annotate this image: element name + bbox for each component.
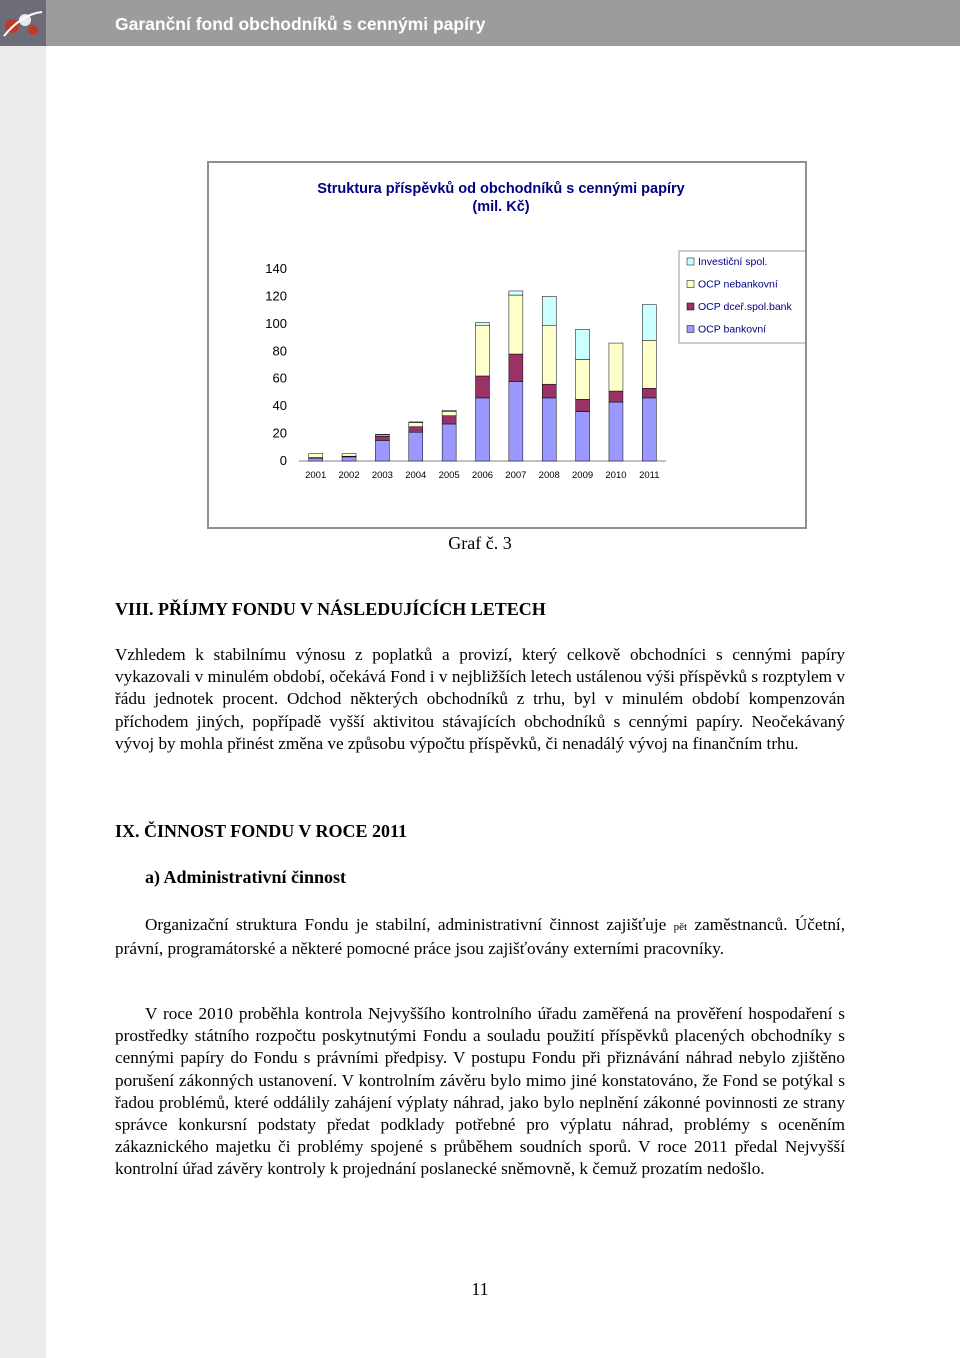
bar-segment <box>576 412 590 461</box>
chart-caption: Graf č. 3 <box>448 533 512 553</box>
bar-segment <box>509 354 523 381</box>
chart-title-line1: Struktura příspěvků od obchodníků s cennými papíry <box>317 181 685 197</box>
bar-segment <box>476 398 490 461</box>
legend-swatch <box>687 281 694 288</box>
x-tick-label: 2010 <box>605 470 627 481</box>
section9-paragraph1 <box>115 914 845 960</box>
legend-label: OCP nebankovní <box>698 278 778 291</box>
bar-segment <box>609 343 623 391</box>
bar-segment <box>509 381 523 461</box>
bar-segment <box>542 296 556 325</box>
bar-segment <box>476 376 490 398</box>
fund-logo-icon <box>0 0 46 46</box>
bar-segment <box>642 340 656 388</box>
section9-paragraph2: V roce 2010 proběhla kontrola Nejvyššího kontrolního úřadu zaměřená na prověření hospodaření s prostředky státního rozpočtu poskytnutými Fondu a souladu použití příspěvků placených obchodníky s cennými papíry do Fondu s právními předpisy. V postupu Fondu při přiznávání náhrad nebylo zjištěno porušení zákonných ustanovení. V kontrolním závěru bylo mimo jiné konstatováno, že Fond se potýkal s řadou problémů, které oddálily zahájení výplaty náhrad, jako bylo neplnění zákonné povinnosti ze strany správce konkursní podstaty předat podklady potřebné pro výplatu náhrad, problémy s oceněním zákaznického majetku či problémy spojené s průběhem soudních sporů. V roce 2011 předal Nejvyšší kontrolní úřad závěry kontroly k projednání poslanecké sněmovně, k čemuž prozatím nedošlo. <box>115 1004 845 1179</box>
legend-label: OCP dceř.spol.bank <box>698 301 792 313</box>
legend-label: Investiční spol. <box>698 256 768 268</box>
x-tick-label: 2011 <box>639 470 660 481</box>
bar-segment <box>375 440 389 461</box>
bar-segment <box>442 416 456 424</box>
bar-segment <box>576 399 590 411</box>
bar-segment <box>576 329 590 359</box>
y-tick-label: 40 <box>272 398 287 414</box>
para1-text-a: Organizační struktura Fondu je stabilní, administrativní činnost zajišťuje <box>145 915 674 934</box>
x-tick-label: 2002 <box>338 470 360 481</box>
x-tick-label: 2001 <box>305 470 327 481</box>
chart-title-line2: (mil. Kč) <box>472 199 530 215</box>
x-tick-label: 2009 <box>572 470 594 481</box>
y-tick-label: 0 <box>279 453 287 468</box>
x-tick-label: 2008 <box>538 470 560 481</box>
bar-segment <box>342 457 356 461</box>
x-tick-label: 2004 <box>405 470 427 481</box>
legend-swatch <box>687 326 694 333</box>
page-header <box>0 0 960 46</box>
header-title: Garanční fond obchodníků s cennými papíry <box>115 14 486 34</box>
y-tick-label: 140 <box>265 261 287 276</box>
legend-swatch <box>687 258 694 265</box>
bar-segment <box>309 453 323 457</box>
bar-segment <box>409 432 423 461</box>
x-tick-label: 2003 <box>371 470 393 481</box>
bar-segment <box>542 325 556 384</box>
bar-segment <box>409 427 423 432</box>
para1-small-word: pět <box>673 921 688 933</box>
bar-segment <box>342 453 356 456</box>
y-tick-label: 120 <box>265 288 287 304</box>
bar-segment <box>476 322 490 325</box>
bar-segment <box>409 423 423 427</box>
section8-paragraph: Vzhledem k stabilnímu výnosu z poplatků a provizí, který celkově obchodníci s cennými papíry vykazovali v minulém období, očekává Fond i v nejbližších letech ustálenou výši příspěvků s rozptylem v řádu jednotek procent. Odchod některých obchodníků z trhu, byl v minulém období kompenzován příchodem jiných, popřípadě vyšší aktivitou stávajících obchodníků s cennými papíry. Neočekávaný vývoj by mohla přinést změna ve způsobu výpočtu příspěvků, či nenadálý vývoj na finančním trhu. <box>115 645 845 753</box>
y-tick-label: 60 <box>272 370 287 386</box>
bar-segment <box>442 412 456 416</box>
bar-segment <box>442 424 456 461</box>
page-number: 11 <box>471 1279 489 1299</box>
section9-subheading: a) Administrativní činnost <box>145 867 347 887</box>
bar-segment <box>642 398 656 461</box>
legend-swatch <box>687 303 694 310</box>
bar-segment <box>442 410 456 411</box>
bar-segment <box>542 384 556 398</box>
bar-segment <box>509 291 523 295</box>
bar-segment <box>375 434 389 435</box>
bar-segment <box>542 398 556 461</box>
y-tick-label: 80 <box>272 343 287 359</box>
bar-segment <box>642 305 656 341</box>
x-tick-label: 2006 <box>471 470 494 481</box>
y-tick-label: 20 <box>272 425 287 441</box>
bar-segment <box>476 325 490 376</box>
bar-segment <box>642 388 656 398</box>
bar-segment <box>576 360 590 400</box>
y-tick-label: 100 <box>265 315 287 331</box>
chart-svg <box>209 163 805 527</box>
left-margin-strip <box>0 46 46 1358</box>
bar-segment <box>509 295 523 354</box>
x-tick-label: 2007 <box>505 470 527 481</box>
bar-segment <box>375 436 389 440</box>
legend-label: OCP bankovní <box>698 323 767 336</box>
x-tick-label: 2005 <box>438 470 460 481</box>
section9-heading: IX. ČINNOST FONDU V ROCE 2011 <box>115 821 408 841</box>
para1-text-b: zaměstnanců. Účetní, právní, programátorské a některé pomocné práce jsou zajišťovány externími pracovníky. <box>115 915 845 959</box>
bar-segment <box>609 402 623 461</box>
bar-segment <box>309 458 323 461</box>
section8-heading: VIII. PŘÍJMY FONDU V NÁSLEDUJÍCÍCH LETECH <box>115 599 546 619</box>
bar-segment <box>609 391 623 402</box>
bar-segment <box>409 422 423 423</box>
contributions-chart <box>207 161 807 529</box>
